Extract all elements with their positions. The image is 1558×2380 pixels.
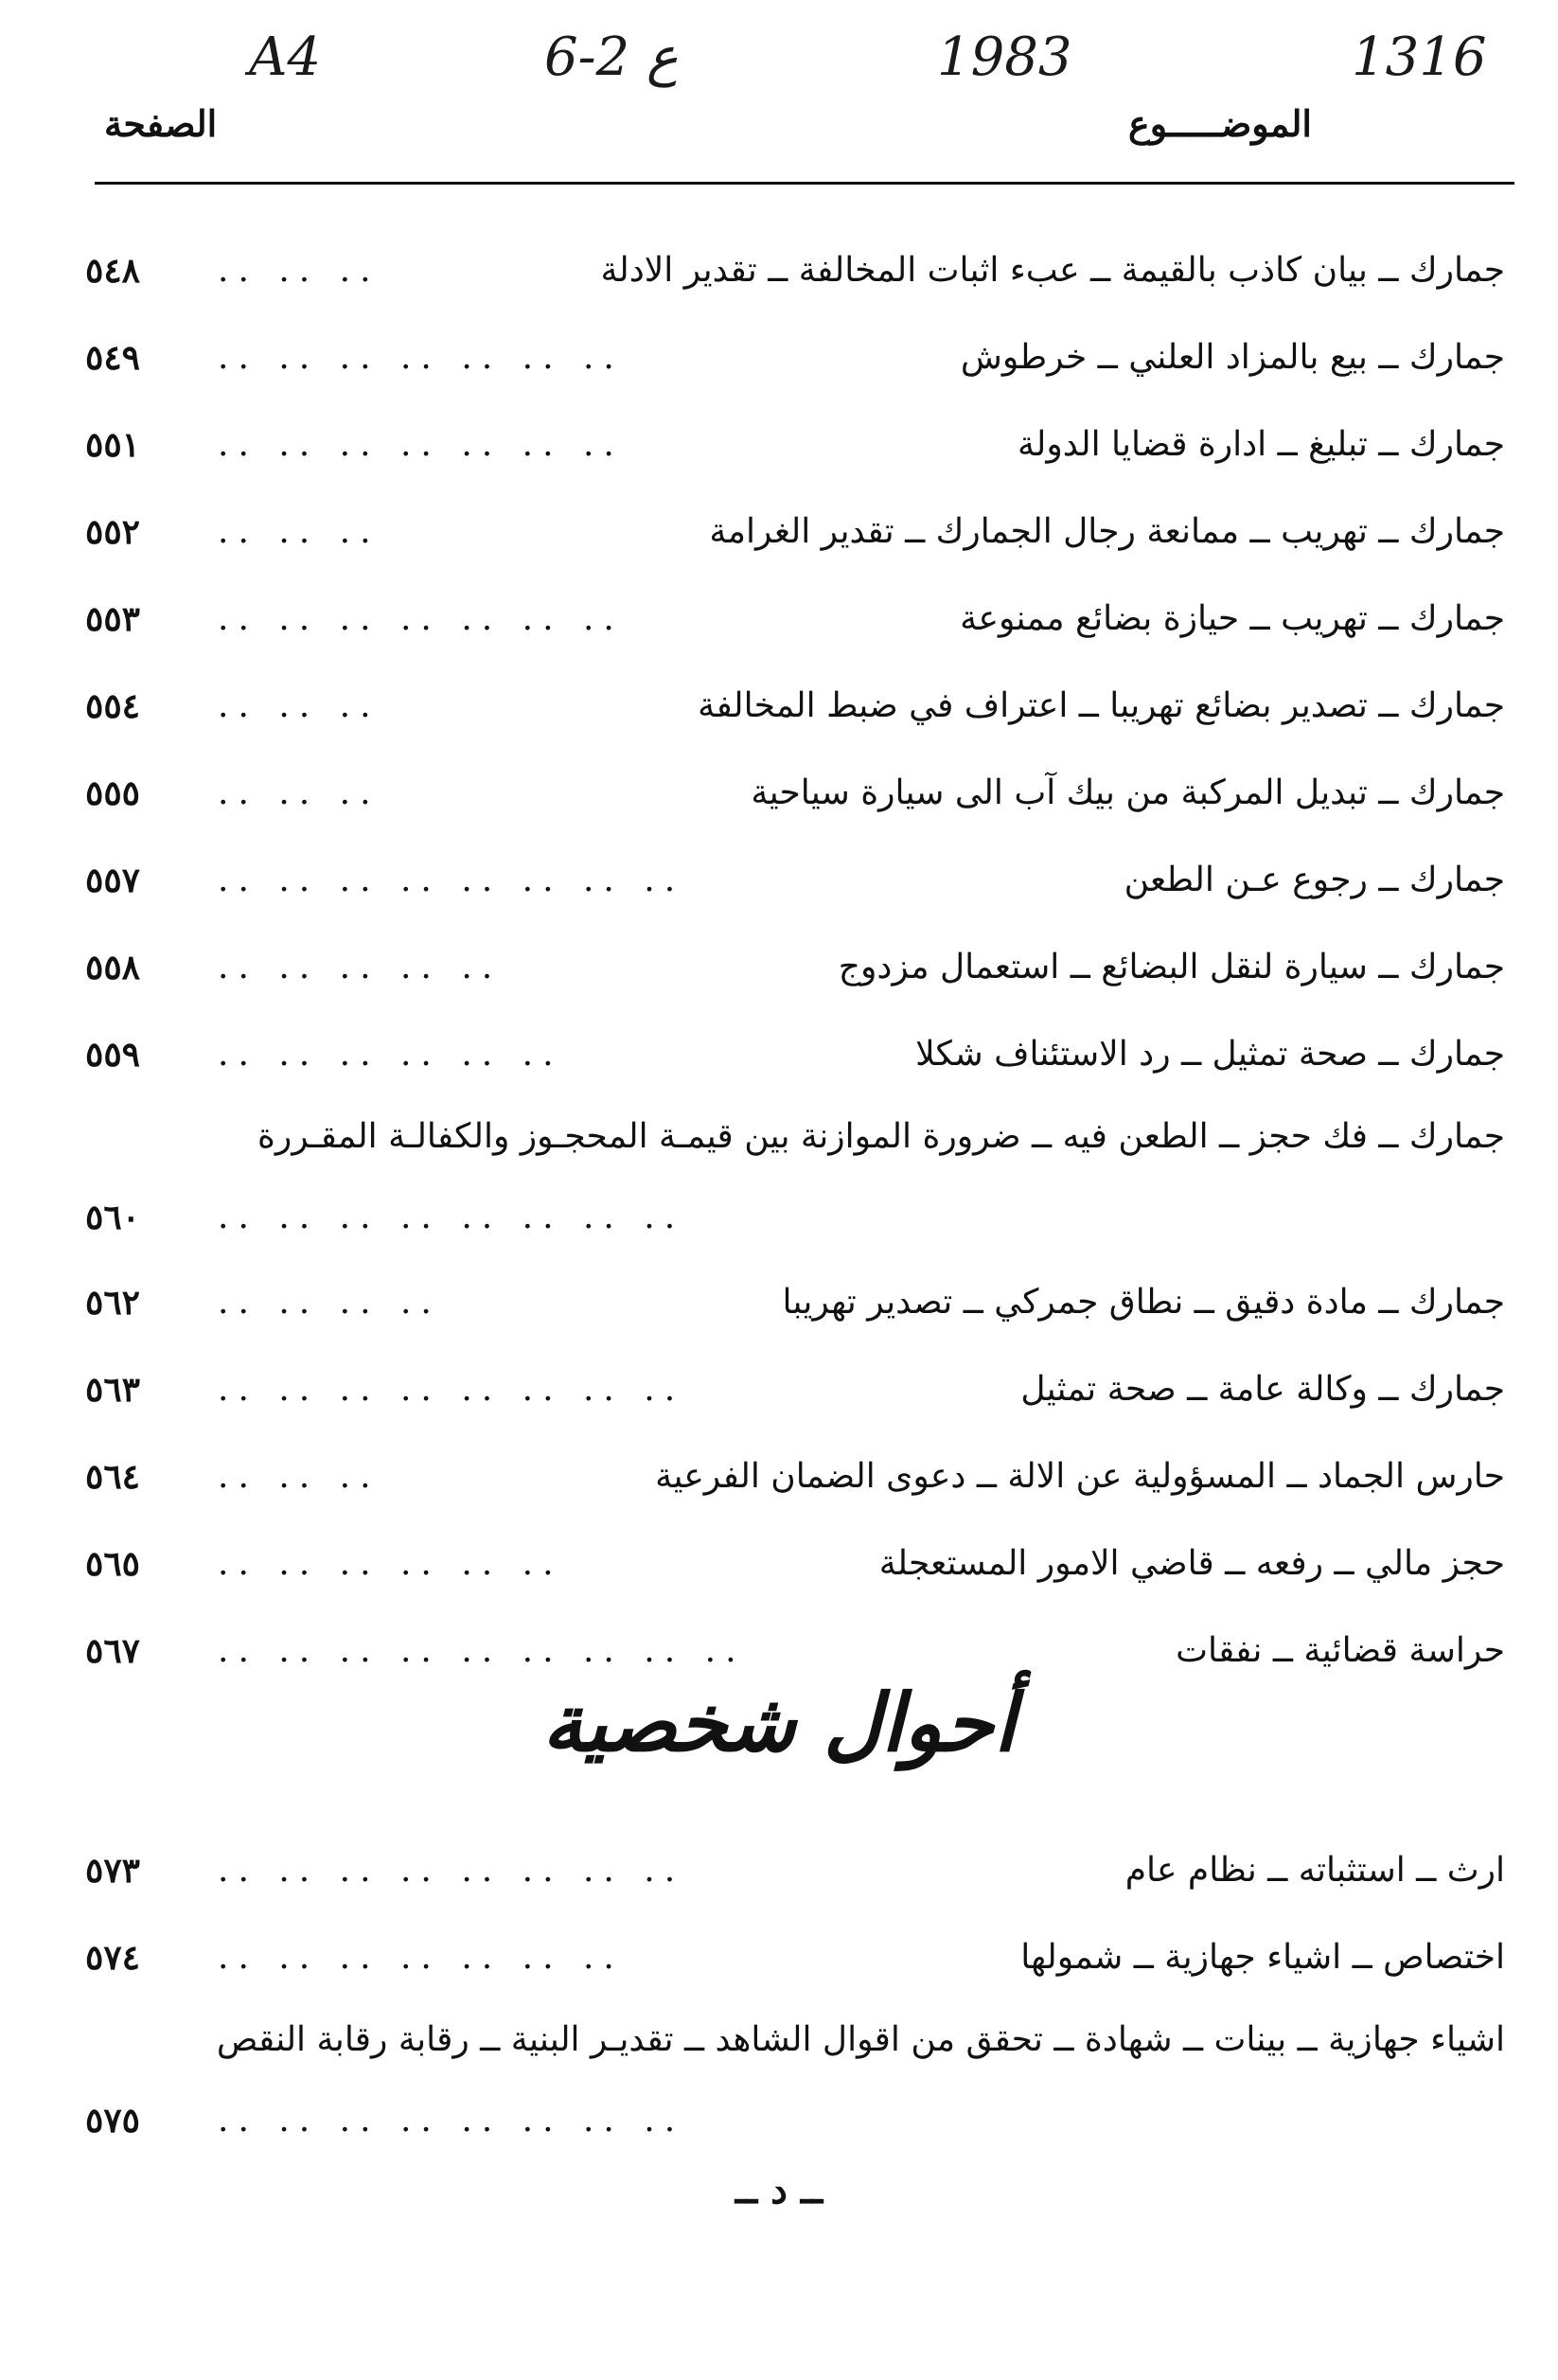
entry-topic: جمارك ــ تبليغ ــ ادارة قضايا الدولة [1018, 425, 1505, 464]
handwritten-year: 1983 [937, 27, 1072, 88]
index-entry [76, 1520, 1505, 1607]
entry-topic: جمارك ــ رجوع عـن الطعن [1124, 861, 1505, 899]
leader-dots: .. .. .. .. [218, 1283, 441, 1322]
leader-dots: .. .. .. .. .. [218, 948, 503, 986]
entry-page: ٥٥٥ [85, 773, 141, 813]
subject-column-header: الموضـــــوع [1128, 102, 1312, 145]
entry-topic: جمارك ــ تهريب ــ حيازة بضائع ممنوعة [960, 599, 1505, 638]
index-entry [76, 2001, 1505, 2162]
entry-topic: جمارك ــ وكالة عامة ــ صحة تمثيل [1020, 1370, 1505, 1409]
leader-dots: .. .. .. .. .. .. .. .. [218, 1851, 685, 1890]
index-entry [76, 837, 1505, 924]
entry-page: ٥٥٢ [85, 512, 141, 552]
entry-topic: جمارك ــ تبديل المركبة من بيك آب الى سيارة سياحية [751, 773, 1505, 812]
entry-topic: حجز مالي ــ رفعه ــ قاضي الامور المستعجلة [878, 1544, 1505, 1583]
index-entry [76, 488, 1505, 576]
entry-topic: جمارك ــ صحة تمثيل ــ رد الاستئناف شكلا [915, 1035, 1505, 1074]
leader-dots: .. .. .. .. .. .. .. [218, 425, 624, 464]
leader-dots: .. .. .. .. .. .. .. [218, 599, 624, 638]
index-entry [76, 924, 1505, 1011]
entry-topic: جمارك ــ سيارة لنقل البضائع ــ استعمال مزدوج [838, 948, 1505, 986]
leader-dots: .. .. .. [218, 686, 381, 725]
index-entry [76, 750, 1505, 837]
header-divider [95, 182, 1514, 185]
entry-page: ٥٤٩ [85, 338, 141, 378]
leader-dots: .. .. .. [218, 773, 381, 812]
leader-dots: .. .. .. .. .. .. .. [218, 338, 624, 377]
leader-dots: .. .. .. .. .. .. .. .. [218, 2101, 685, 2140]
entry-page: ٥٦٥ [85, 1544, 141, 1584]
index-list [76, 227, 1505, 1695]
leader-dots: .. .. .. .. .. .. .. .. [218, 861, 685, 899]
leader-dots: .. .. .. .. .. .. [218, 1544, 563, 1583]
entry-page: ٥٥٤ [85, 686, 141, 726]
entry-page: ٥٥٧ [85, 861, 141, 900]
entry-page: ٥٥٨ [85, 948, 141, 987]
index-entry [76, 1433, 1505, 1520]
entry-topic: جمارك ــ بيان كاذب بالقيمة ــ عبء اثبات المخالفة ــ تقدير الادلة [600, 251, 1505, 290]
index-entry [76, 1827, 1505, 1914]
leader-dots: .. .. .. .. .. .. .. .. [218, 1370, 685, 1409]
handwritten-code: 6-2 ع [544, 27, 679, 88]
entry-topic: جمارك ــ تصدير بضائع تهريبا ــ اعتراف في ضبط المخالفة [698, 686, 1505, 725]
entry-topic: حارس الجماد ــ المسؤولية عن الالة ــ دعوى الضمان الفرعية [655, 1457, 1505, 1496]
entry-page: ٥٦٢ [85, 1283, 141, 1323]
entry-page: ٥٤٨ [85, 251, 141, 291]
entry-page: ٥٧٣ [85, 1851, 141, 1891]
index-entry [76, 314, 1505, 401]
handwritten-note-right: 1316 [1352, 27, 1487, 88]
section-index-list [76, 1827, 1505, 2162]
entry-page: ٥٦٤ [85, 1457, 141, 1497]
entry-topic: اشياء جهازية ــ بينات ــ شهادة ــ تحقق من اقوال الشاهد ــ تقديـر البنية ــ رقابة رقابة النقص [216, 2020, 1505, 2059]
index-entry [76, 1259, 1505, 1346]
leader-dots: .. .. .. [218, 512, 381, 551]
entry-topic: اختصاص ــ اشياء جهازية ــ شمولها [1020, 1938, 1505, 1977]
entry-page: ٥٥٩ [85, 1035, 141, 1075]
entry-topic: ارث ــ استثباته ــ نظام عام [1124, 1851, 1505, 1890]
entry-page: ٥٦٧ [85, 1631, 141, 1671]
index-entry [76, 401, 1505, 488]
index-entry [76, 576, 1505, 663]
index-entry [76, 227, 1505, 314]
entry-topic: جمارك ــ بيع بالمزاد العلني ــ خرطوش [960, 338, 1505, 377]
page-column-header: الصفحة [104, 102, 218, 145]
leader-dots: .. .. .. .. .. .. [218, 1035, 563, 1074]
entry-page: ٥٦٠ [85, 1198, 141, 1237]
leader-dots: .. .. .. [218, 251, 381, 290]
entry-topic: جمارك ــ فك حجز ــ الطعن فيه ــ ضرورة الموازنة بين قيمـة المحجـوز والكفالـة المقـررة [257, 1117, 1505, 1156]
entry-page: ٥٥١ [85, 425, 141, 465]
entry-page: ٥٧٤ [85, 1938, 141, 1978]
leader-dots: .. .. .. .. .. .. .. [218, 1938, 624, 1977]
index-entry [76, 663, 1505, 750]
index-entry [76, 1011, 1505, 1098]
leader-dots: .. .. .. .. .. .. .. .. .. [218, 1631, 746, 1670]
handwritten-note-left: A4 [249, 27, 322, 88]
section-title: أحوال شخصية [541, 1676, 1017, 1769]
leader-dots: .. .. .. .. .. .. .. .. [218, 1198, 685, 1236]
index-entry [76, 1346, 1505, 1433]
entry-topic: حراسة قضائية ــ نفقات [1176, 1631, 1505, 1670]
leader-dots: .. .. .. [218, 1457, 381, 1496]
entry-page: ٥٥٣ [85, 599, 141, 639]
entry-topic: جمارك ــ تهريب ــ ممانعة رجال الجمارك ــ تقدير الغرامة [709, 512, 1505, 551]
index-entry [76, 1098, 1505, 1259]
entry-page: ٥٦٣ [85, 1370, 141, 1410]
entry-page: ٥٧٥ [85, 2101, 141, 2140]
page-marker: ــ د ــ [735, 2168, 823, 2212]
index-entry [76, 1914, 1505, 2001]
entry-topic: جمارك ــ مادة دقيق ــ نطاق جمركي ــ تصدير تهريبا [782, 1283, 1505, 1322]
